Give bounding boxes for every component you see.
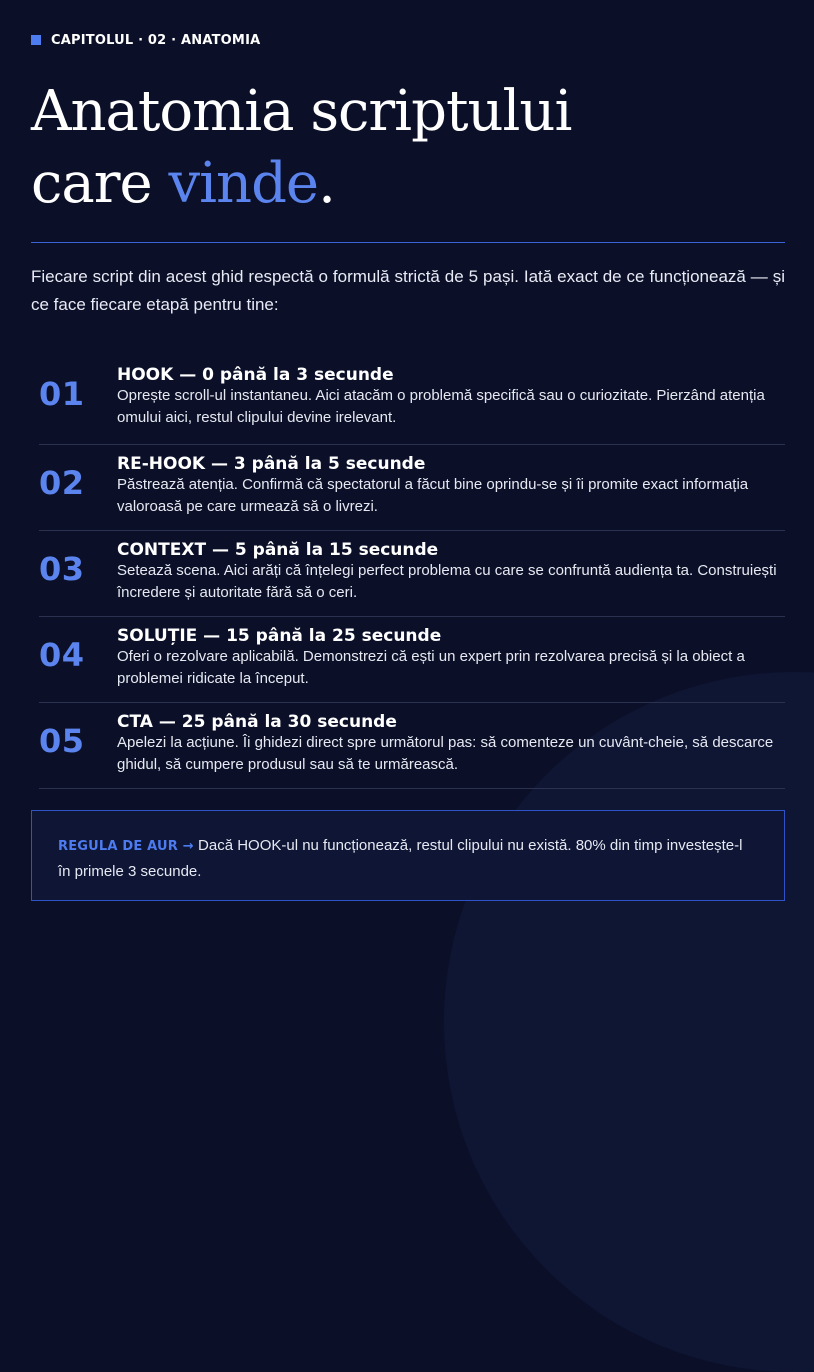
step-title: RE-HOOK — 3 până la 5 secunde: [117, 454, 426, 474]
step-title: CONTEXT — 5 până la 15 secunde: [117, 540, 439, 560]
step-item: [39, 703, 785, 789]
step-number: 04: [39, 636, 85, 674]
page-title: [31, 76, 784, 220]
step-title: HOOK — 0 până la 3 secunde: [117, 365, 394, 385]
step-item: [39, 445, 785, 531]
step-item: [39, 617, 785, 703]
step-description: Oprește scroll-ul instantaneu. Aici atacăm o problemă specifică sau o curiozitate. Pierzând atenția omului aici, restul clipului devine irelevant.: [117, 387, 765, 426]
square-marker-icon: [31, 35, 41, 45]
step-description: Apelezi la acțiune. Îi ghidezi direct spre următorul pas: să comenteze un cuvânt-cheie, să descarce ghidul, să cumpere produsul sau să te urmărească.: [117, 734, 774, 773]
step-title: CTA — 25 până la 30 secunde: [117, 712, 397, 732]
step-number: 01: [39, 375, 85, 413]
callout-label: REGULA DE AUR →: [58, 839, 194, 854]
title-line-2-pre: care: [31, 151, 169, 216]
title-accent-word: vinde: [168, 151, 319, 216]
step-description: Oferi o rezolvare aplicabilă. Demonstrezi că ești un expert prin rezolvarea precisă și la obiect a problemei ridicate la început.: [117, 648, 745, 687]
title-line-2-post: .: [318, 151, 335, 216]
chapter-kicker: [31, 32, 784, 48]
title-line-1: Anatomia scriptului: [31, 79, 572, 144]
step-body: [117, 540, 785, 604]
step-number: 02: [39, 464, 85, 502]
step-body: [117, 365, 785, 429]
page: [0, 32, 814, 901]
step-number: 03: [39, 550, 85, 588]
step-item: [39, 531, 785, 617]
step-item: [39, 361, 785, 445]
step-body: [117, 712, 785, 776]
kicker-text: CAPITOLUL · 02 · ANATOMIA: [51, 32, 261, 48]
step-body: [117, 454, 785, 518]
title-divider: [31, 242, 785, 243]
callout-text: Dacă HOOK-ul nu funcționează, restul clipului nu există. 80% din timp investește-l în primele 3 secunde.: [58, 837, 743, 880]
step-description: Păstrează atenția. Confirmă că spectatorul a făcut bine oprindu-se și îi promite exact informația valoroasă pe care urmează să o livrezi.: [117, 476, 749, 515]
step-body: [117, 626, 785, 690]
step-description: Setează scena. Aici arăți că înțelegi perfect problema cu care se confruntă audiența ta. Construiești încredere și autoritate fără să o ceri.: [117, 562, 777, 601]
step-title: SOLUȚIE — 15 până la 25 secunde: [117, 626, 442, 646]
step-number: 05: [39, 722, 85, 760]
intro-paragraph: Fiecare script din acest ghid respectă o formulă strictă de 5 pași. Iată exact de ce funcționează — și ce face fiecare etapă pentru tine:: [31, 267, 785, 314]
steps-list: [39, 361, 785, 789]
golden-rule-callout: [31, 810, 785, 901]
